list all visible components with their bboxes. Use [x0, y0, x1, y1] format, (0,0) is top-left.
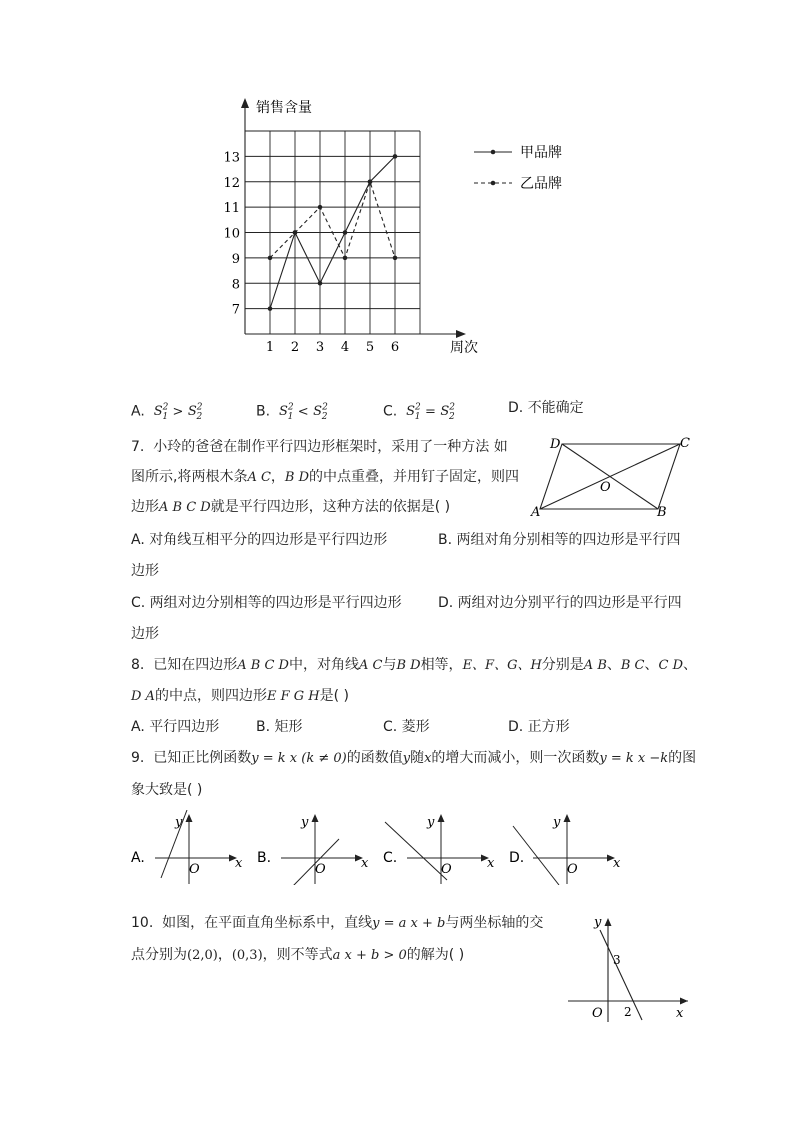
q9-line2: 象大致是( ): [131, 782, 203, 798]
vertex-d-label: D: [550, 437, 561, 452]
chart-legend: [474, 144, 562, 192]
function-line: [161, 810, 187, 878]
q9-option-graphs[interactable]: [125, 810, 645, 885]
axis-x-label: x: [487, 856, 495, 871]
y-axis-arrow: [186, 814, 193, 822]
legend-marker-2: [491, 181, 496, 186]
q9-graph-b: [257, 814, 369, 885]
y-tick-label: 13: [223, 150, 240, 166]
q7-option-d[interactable]: D. 两组对边分别平行的四边形是平行四: [438, 595, 682, 611]
origin-label: O: [441, 862, 452, 877]
q9-option-label: D.: [509, 850, 525, 866]
q7-option-c[interactable]: C. 两组对边分别相等的四边形是平行四边形: [131, 595, 402, 611]
q9-line1: 9. 已知正比例函数y = k x (k ≠ 0)的函数值y随x的增大而减小，则一次函数y = k x −k的图: [131, 750, 697, 766]
q9-option-label: B.: [257, 850, 272, 866]
q8-line2: D A的中点，则四边形E F G H是( ): [131, 688, 349, 704]
legend-label-2: 乙品牌: [520, 176, 562, 192]
axis-x-label: x: [613, 856, 621, 871]
q8-option-d[interactable]: D. 正方形: [508, 719, 570, 735]
q10-line1: 10. 如图，在平面直角坐标系中，直线y = a x + b与两坐标轴的交: [131, 915, 544, 931]
q7-option-a[interactable]: A. 对角线互相平分的四边形是平行四边形: [131, 532, 388, 548]
chart-axes: [241, 98, 478, 356]
vertex-c-label: C: [680, 436, 690, 451]
axis-y-label: y: [301, 815, 309, 830]
q8-option-a[interactable]: A. 平行四边形: [131, 719, 220, 735]
q10-line2: 点分别为(2,0)，(0,3)，则不等式a x + b > 0的解为( ): [131, 947, 465, 963]
q7-option-d-cont: 边形: [131, 626, 159, 642]
legend-label-1: 甲品牌: [520, 145, 562, 161]
series-1-point: [343, 230, 348, 235]
x-tick-label: 3: [315, 340, 325, 355]
q7-option-b-cont: 边形: [131, 563, 159, 579]
q7-line2: 图所示,将两根木条A C，B D的中点重叠，并用钉子固定，则四: [131, 469, 520, 485]
y-axis-title: 销售含量: [256, 100, 312, 116]
y-axis-arrow: [312, 814, 319, 822]
axis-y-label: y: [594, 915, 602, 930]
y-intercept-label: 3: [613, 953, 621, 967]
series-2-point: [343, 256, 348, 261]
function-line: [293, 839, 339, 885]
legend-marker-1: [491, 150, 496, 155]
q7-line3: 边形A B C D就是平行四边形，这种方法的依据是( ): [131, 499, 451, 515]
axis-x-label: x: [235, 856, 243, 871]
y-axis-arrow: [438, 814, 445, 822]
x-tick-label: 4: [340, 340, 350, 355]
vertex-b-label: B: [657, 505, 667, 520]
axis-y-label: y: [427, 815, 435, 830]
q6-option-c[interactable]: C. $S^2_1 = S^2_2$: [383, 403, 455, 422]
x-axis-title: 周次: [450, 340, 478, 356]
q7-option-b[interactable]: B. 两组对角分别相等的四边形是平行四: [438, 532, 681, 548]
series-2-point: [268, 256, 273, 261]
sales-line-chart: [0, 0, 794, 380]
q9-option-label: C.: [383, 850, 398, 866]
q9-option-label: A.: [131, 850, 145, 866]
y-axis-arrow: [564, 814, 571, 822]
y-axis-arrow: [241, 98, 249, 108]
y-tick-label: 9: [231, 251, 240, 267]
x-tick-label: 2: [290, 340, 300, 355]
axis-y-label: y: [553, 815, 561, 830]
q6-option-a[interactable]: A. $S^2_1 > S^2_2$: [131, 403, 203, 422]
q9-graph-d: [509, 814, 621, 885]
q9-graph-a: [131, 810, 243, 884]
y-tick-label: 10: [223, 226, 240, 242]
vertex-a-label: A: [531, 505, 541, 520]
q9-graph-c: [383, 814, 495, 884]
origin-label: O: [315, 862, 326, 877]
q10-coordinate-figure: [560, 910, 700, 1025]
q6-option-b[interactable]: B. $S^2_1 < S^2_2$: [256, 403, 328, 422]
chart-tick-labels: [223, 150, 399, 355]
parallelogram-figure: [530, 432, 695, 522]
series-2-point: [318, 205, 323, 210]
q8-line1: 8. 已知在四边形A B C D中，对角线A C与B D相等，E、F、G、H分别是A B、B C、C D、: [131, 657, 698, 673]
x-tick-label: 5: [365, 340, 375, 355]
y-tick-label: 7: [231, 302, 240, 318]
axis-y-label: y: [175, 815, 183, 830]
y-tick-label: 11: [223, 201, 240, 217]
axis-x-label: x: [676, 1006, 684, 1021]
origin-label: O: [189, 862, 200, 877]
y-tick-label: 8: [231, 277, 240, 293]
series-2-point: [293, 230, 298, 235]
x-tick-label: 6: [390, 340, 400, 355]
x-intercept-label: 2: [624, 1005, 632, 1019]
series-1-point: [318, 281, 323, 286]
y-tick-label: 12: [223, 175, 240, 191]
series-line-2: [270, 182, 395, 258]
series-2-point: [368, 179, 373, 184]
origin-label: O: [567, 862, 578, 877]
axis-x-label: x: [361, 856, 369, 871]
x-axis-arrow: [456, 330, 466, 338]
series-2-point: [393, 256, 398, 261]
center-o-label: O: [600, 480, 611, 495]
q8-option-b[interactable]: B. 矩形: [256, 719, 303, 735]
series-1-point: [268, 306, 273, 311]
q6-option-d[interactable]: D. 不能确定: [508, 400, 584, 416]
origin-label: O: [592, 1006, 603, 1021]
q8-option-c[interactable]: C. 菱形: [383, 719, 430, 735]
series-1-point: [393, 154, 398, 159]
q7-line1: 7. 小玲的爸爸在制作平行四边形框架时，采用了一种方法 如: [131, 439, 508, 455]
x-tick-label: 1: [265, 340, 275, 355]
